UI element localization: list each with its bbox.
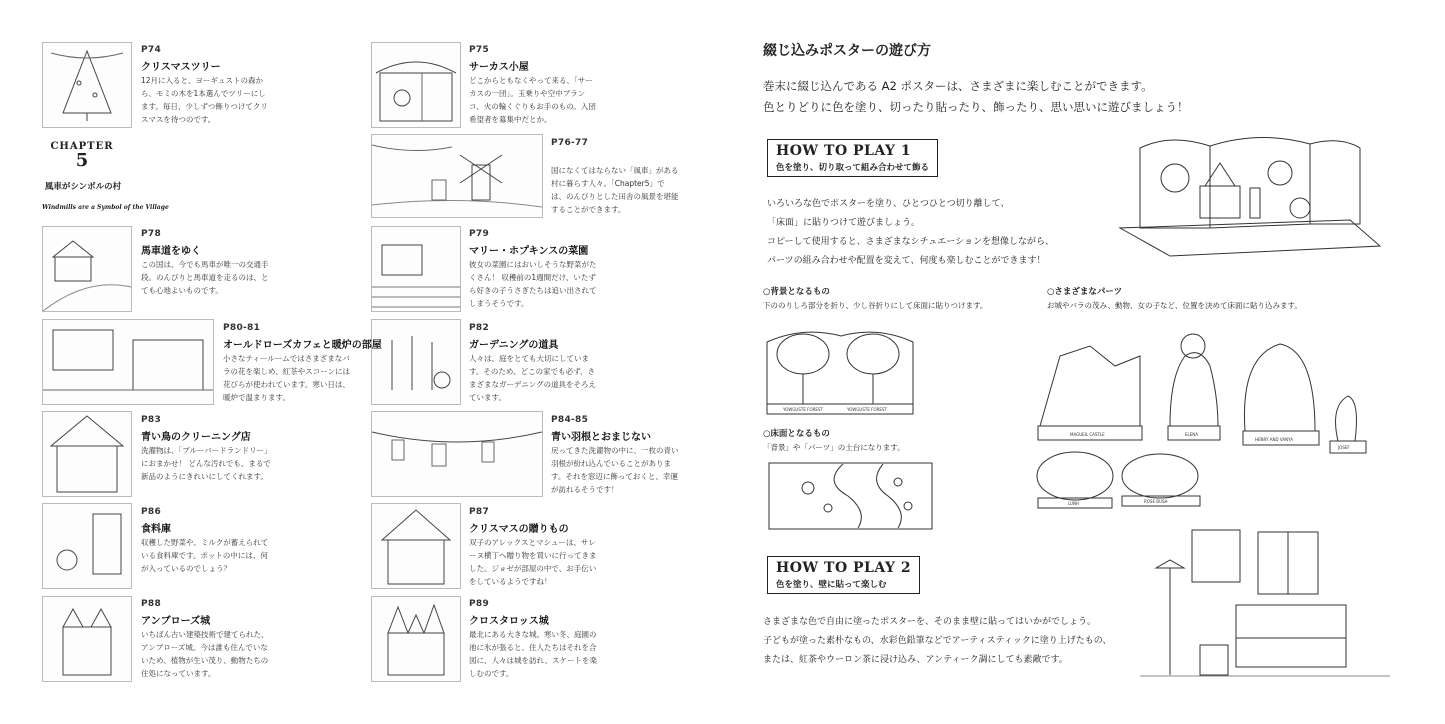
- chapter-marker: [42, 141, 122, 170]
- chapter-word: CHAPTER: [50, 141, 114, 152]
- how-to-play-2-heading: HOW TO PLAY 2: [776, 560, 912, 576]
- floor-illustration: [768, 462, 933, 530]
- entry-desc-p83: 洗濯物は、「ブルーバードランドリー」におまかせ！ どんな汚れでも、まるで新品のようにきれいにしてくれます。: [141, 446, 271, 481]
- thumb-gardening-tools: [371, 319, 461, 405]
- thumb-cleaning-shop: [42, 411, 132, 497]
- entry-desc-p86: 収穫した野菜や、ミルクが蓄えられている食料庫です。ポットの中には、何が入っているのでしょう？: [141, 538, 269, 573]
- how-to-play-2-text: さまざまな色で自由に塗ったポスターを、そのまま壁に貼ってはいかがでしょう。 子どもが塗った素朴なもの、水彩色鉛筆などでアーティスティックに塗り上げたもの、 または、紅茶やウーロン茶に浸け込み、アンティーク調にしても素敵です。: [763, 617, 1112, 665]
- entry-desc-p84-85: 戻ってきた洗濯物の中に、一枚の青い羽根が紛れ込んでいることがあります。それを窓辺に飾っておくと、幸運が訪れるそうです！: [551, 446, 679, 494]
- entry-desc-p80-81: 小さなティールームではさまざまなバラの花を楽しめ、紅茶やスコーンには花びらが使われています。寒い日は、暖炉で温まります。: [223, 354, 351, 402]
- entry-page-p76-77: P76-77: [551, 138, 589, 148]
- entry-title-p75: サーカス小屋: [469, 62, 529, 73]
- how-to-play-2-box: [767, 556, 920, 594]
- chapter-title: 風車がシンボルの村: [44, 182, 122, 192]
- label-maguel-castle: MAGUEIL CASTLE: [1070, 432, 1105, 437]
- entry-title-p88: アンブローズ城: [141, 616, 211, 627]
- poster-intro-line2: 色とりどりに色を塗り、切ったり貼ったり、飾ったり、思い思いに遊びましょう！: [763, 100, 1189, 114]
- floor-desc: 「背景」や「パーツ」の土台になります。: [763, 443, 905, 452]
- parts-illustration: [1030, 316, 1375, 516]
- poster-intro-line1: 巻末に綴じ込んである A2 ポスターは、さまざまに楽しむことができます。: [763, 79, 1153, 93]
- forest-backdrop-illustration: [763, 322, 918, 417]
- thumb-christmas-gift: [371, 503, 461, 589]
- poster-title: 綴じ込みポスターの遊び方: [763, 43, 931, 59]
- thumb-ambrose-castle: [42, 596, 132, 682]
- entry-page-p79: P79: [469, 229, 490, 239]
- entry-page-p86: P86: [141, 507, 162, 517]
- thumb-blue-feather: [371, 411, 543, 497]
- label-yowguste-forest-2: YOWGUSTE FOREST: [847, 407, 887, 412]
- entry-page-p83: P83: [141, 415, 162, 425]
- entry-title-p78: 馬車道をゆく: [141, 246, 201, 257]
- floor-heading: ○床面となるもの: [763, 429, 830, 439]
- background-heading: ○背景となるもの: [763, 287, 830, 297]
- entry-page-p89: P89: [469, 599, 490, 609]
- entry-desc-p79: 彼女の菜園にはおいしそうな野菜がたくさん！ 収穫前の1週間だけ、いたずら好きの子うさぎたちは追い出されてしまうそうです。: [469, 260, 597, 308]
- how-to-play-1-box: [767, 139, 938, 177]
- thumb-christmas-tree: [42, 42, 132, 128]
- entry-page-p80-81: P80-81: [223, 323, 261, 333]
- entry-title-p82: ガーデニングの道具: [469, 340, 559, 351]
- room-illustration: [1140, 520, 1390, 685]
- entry-desc-p89: 最北にある大きな城。寒い冬、庭園の池に氷が張ると、住人たちはそれを合図に、人々は城を訪れ、スケートを楽しむのです。: [469, 630, 597, 678]
- entry-title-p87: クリスマスの贈りもの: [469, 524, 569, 535]
- entry-title-p79: マリー・ホプキンスの菜園: [469, 246, 589, 257]
- entry-desc-p88: いちばん古い建築技術で建てられた、アンブローズ城。今は誰も住んでいないため、植物が生い茂り、動物たちの住処になっています。: [141, 630, 269, 678]
- thumb-windmill-village: [371, 134, 543, 218]
- entry-desc-p76-77: 国になくてはならない「風車」がある村に暮らす人々。「Chapter5」では、のんびりとした田舎の風景を堪能することができます。: [551, 166, 679, 214]
- background-desc: 下ののりしろ部分を折り、少し谷折りにして床面に貼りつけます。: [763, 301, 988, 310]
- parts-desc: お城やバラの茂み、動物、女の子など、位置を決めて床面に貼り込みます。: [1047, 301, 1302, 310]
- label-elena: ELENA: [1185, 432, 1199, 437]
- thumb-vegetable-garden: [371, 226, 461, 312]
- how-to-play-1-text: いろいろな色でポスターを塗り、ひとつひとつ切り離して、 「床面」に貼りつけて遊びましょう。 コピーして使用すると、さまざまなシチュエーションを想像しながら、 パーツの組み合わせや配置を変えて、何度も楽しむことができます！: [767, 199, 1055, 266]
- how-to-play-2-subheading: 色を塗り、壁に貼って楽しむ: [776, 580, 887, 590]
- entry-title-p86: 食料庫: [141, 524, 171, 535]
- entry-page-p78: P78: [141, 229, 162, 239]
- entry-page-p88: P88: [141, 599, 162, 609]
- entry-title-p84-85: 青い羽根とおまじない: [551, 432, 651, 443]
- entry-title-p80-81: オールドローズカフェと暖炉の部屋: [223, 340, 382, 351]
- thumb-carriage-road: [42, 226, 132, 312]
- entry-desc-p78: この国は、今でも馬車が唯一の交通手段。のんびりと馬車道を走るのは、とても心地よいものです。: [141, 260, 269, 295]
- label-josef: JOSEF: [1338, 445, 1350, 450]
- how-to-play-1-heading: HOW TO PLAY 1: [776, 143, 912, 159]
- chapter-number: 5: [75, 150, 89, 171]
- entry-page-p82: P82: [469, 323, 490, 333]
- entry-desc-p75: どこからともなくやって来る、「サーカスの一団」。玉乗りや空中ブランコ、火の輪くぐりもお手のもの。入団希望者を募集中だとか。: [469, 76, 596, 124]
- entry-title-p89: クロスタロッス城: [469, 616, 549, 627]
- label-rose-bush: ROSE BUSH: [1144, 499, 1168, 504]
- entry-page-p74: P74: [141, 45, 162, 55]
- entry-desc-p87: 双子のアレックスとマシューは、サレーヌ横丁へ贈り物を買いに行ってきました。ジョゼが部屋の中で、お手伝いをしているようですね！: [469, 538, 597, 586]
- parts-heading: ○さまざまなパーツ: [1047, 287, 1123, 297]
- label-henry-and-vanya: HENRY AND VANYA: [1255, 437, 1293, 442]
- entry-page-p75: P75: [469, 45, 490, 55]
- label-yowguste-forest-1: YOWGUSTE FOREST: [783, 407, 823, 412]
- thumb-pantry: [42, 503, 132, 589]
- entry-title-p74: クリスマスツリー: [141, 62, 221, 73]
- label-lunh: LUNH: [1068, 501, 1079, 506]
- thumb-rose-cafe: [42, 319, 214, 405]
- diorama-illustration: [1110, 128, 1390, 258]
- entry-desc-p74: 12月に入ると、ヨーギュストの森から、モミの木を1本選んでツリーにします。毎日、少しずつ飾りつけてクリスマスを待つのです。: [141, 76, 268, 124]
- how-to-play-1-subheading: 色を塗り、切り取って組み合わせて飾る: [776, 163, 930, 173]
- entry-title-p83: 青い鳥のクリーニング店: [141, 432, 251, 443]
- entry-desc-p82: 人々は、庭をとても大切にしています。そのため、どこの家でも必ず、さまざまなガーデニングの道具をそろえています。: [469, 354, 597, 402]
- entry-page-p84-85: P84-85: [551, 415, 589, 425]
- entry-page-p87: P87: [469, 507, 490, 517]
- thumb-krostaross-castle: [371, 596, 461, 682]
- thumb-circus: [371, 42, 461, 128]
- chapter-subtitle: Windmills are a Symbol of the Village: [42, 204, 169, 211]
